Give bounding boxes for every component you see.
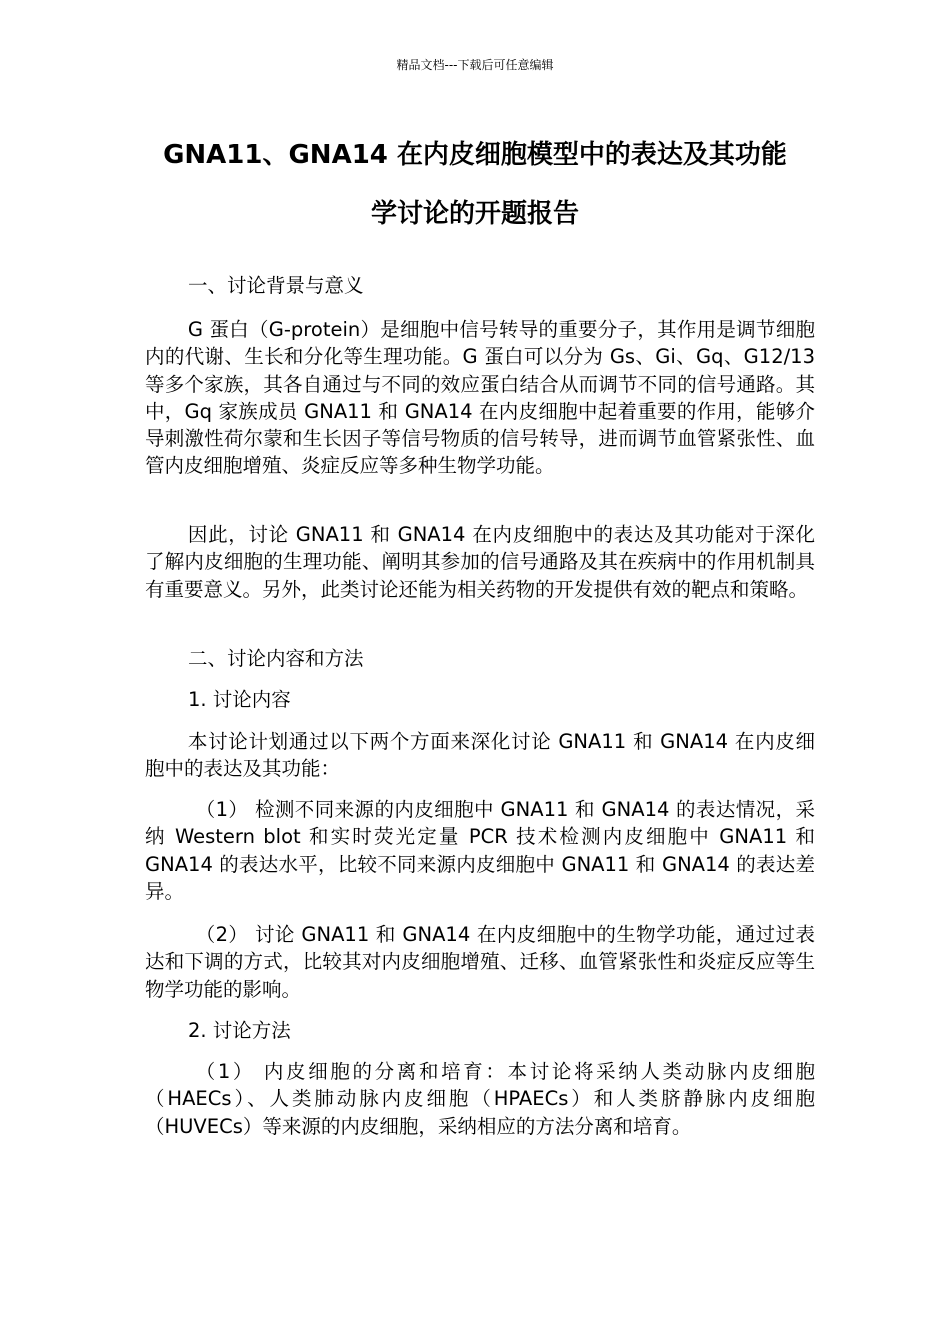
subsection-heading-methods: 2. 讨论方法 (188, 1019, 291, 1042)
list-item-methods-1 (145, 1058, 815, 1140)
paragraph-content-intro (145, 728, 815, 783)
paragraph-text: G 蛋白（G-protein）是细胞中信号转导的重要分子，其作用是调节细胞内的代谢、生长和分化等生理功能。G 蛋白可以分为 Gs、Gi、Gq、G12/13 等多个家族，其各自通过与不同的效应蛋白结合从而调节不同的信号通路。其中，Gq 家族成员 GNA11 和 GNA14 在内皮细胞中起着重要的作用，能够介导刺激性荷尔蒙和生长因子等信号物质的信号转导，进而调节血管紧张性、血管内皮细胞增殖、炎症反应等多种生物学功能。 (145, 318, 815, 478)
paragraph-text: 本讨论计划通过以下两个方面来深化讨论 GNA11 和 GNA14 在内皮细胞中的表达及其功能： (145, 730, 815, 781)
document-title-line-2: 学讨论的开题报告 (370, 199, 579, 229)
list-item-content-2 (145, 921, 815, 1003)
paragraph-background-2 (145, 521, 815, 603)
section-heading-content-methods: 二、讨论内容和方法 (188, 647, 364, 670)
page-header: 精品文档---下载后可任意编辑 (396, 58, 554, 72)
list-item-text: （2） 讨论 GNA11 和 GNA14 在内皮细胞中的生物学功能，通过过表达和下调的方式，比较其对内皮细胞增殖、迁移、血管紧张性和炎症反应等生物学功能的影响。 (145, 923, 815, 1001)
paragraph-text: 因此，讨论 GNA11 和 GNA14 在内皮细胞中的表达及其功能对于深化了解内皮细胞的生理功能、阐明其参加的信号通路及其在疾病中的作用机制具有重要意义。另外，此类讨论还能为相关药物的开发提供有效的靶点和策略。 (145, 523, 815, 601)
section-heading-background: 一、讨论背景与意义 (188, 274, 364, 297)
subsection-heading-content: 1. 讨论内容 (188, 688, 291, 711)
document-title-line-1: GNA11、GNA14 在内皮细胞模型中的表达及其功能 (163, 140, 787, 170)
list-item-text: （1） 内皮细胞的分离和培育：本讨论将采纳人类动脉内皮细胞（HAECs）、人类肺动脉内皮细胞（HPAECs）和人类脐静脉内皮细胞（HUVECs）等来源的内皮细胞，采纳相应的方法分离和培育。 (145, 1060, 815, 1138)
paragraph-background-1 (145, 316, 815, 480)
list-item-content-1 (145, 796, 815, 905)
list-item-text: （1） 检测不同来源的内皮细胞中 GNA11 和 GNA14 的表达情况，采纳 Western blot 和实时荧光定量 PCR 技术检测内皮细胞中 GNA11 和 GNA14 的表达水平，比较不同来源内皮细胞中 GNA11 和 GNA14 的表达差异。 (145, 798, 815, 903)
